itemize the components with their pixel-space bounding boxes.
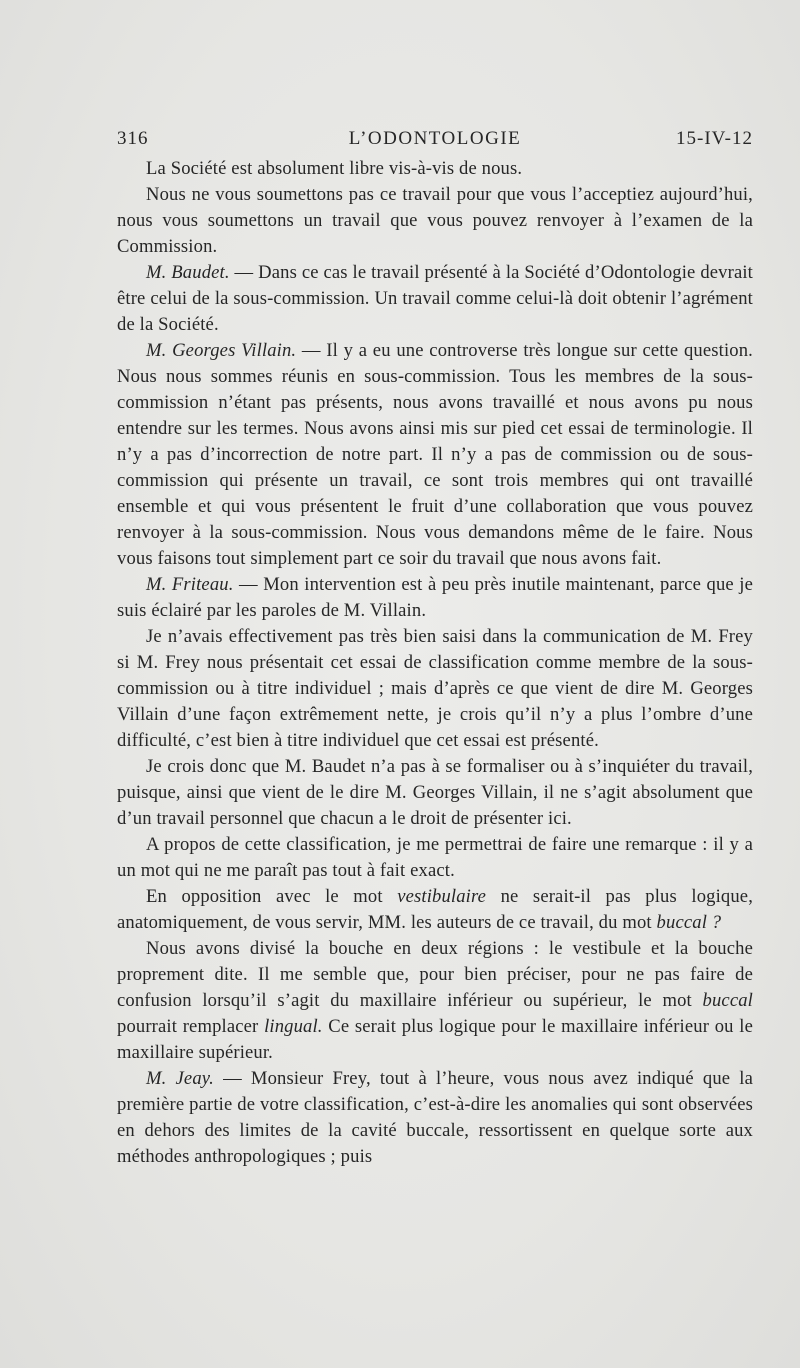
- speaker-name: M. Baudet.: [146, 262, 230, 283]
- paragraph-text: Nous avons divisé la bouche en deux régions : le vestibule et la bouche proprement dite. Il me semble que, pour bien préciser, pour ne pas faire de confusion lorsqu’il s’agit du maxillaire inférieur ou supérieur, le mot: [117, 938, 753, 1011]
- body-text: [117, 156, 753, 1170]
- paragraph: [117, 754, 753, 832]
- paragraph: [117, 1066, 753, 1170]
- paragraph: [117, 832, 753, 884]
- paragraph-text: — Dans ce cas le travail présenté à la Société d’Odontologie devrait être celui de la sous-commission. Un travail comme celui-là doit obtenir l’agrément de la Société.: [117, 262, 753, 335]
- paragraph-text: ne serait-il pas plus logique, anatomiquement, de vous servir, MM. les auteurs de ce travail, du mot: [117, 886, 753, 933]
- paragraph-text: Je crois donc que M. Baudet n’a pas à se formaliser ou à s’inquiéter du travail, puisque, ainsi que vient de le dire M. Georges Villain, il ne s’agit absolument que d’un travail personnel que chacun a le droit de présenter ici.: [117, 756, 753, 829]
- paragraph-text: pourrait remplacer: [117, 1016, 265, 1037]
- italic-term: buccal: [702, 990, 753, 1011]
- paragraph: [117, 156, 753, 182]
- paragraph-text: Nous ne vous soumettons pas ce travail pour que vous l’acceptiez aujourd’hui, nous vous soumettons un travail que vous pouvez renvoyer à l’examen de la Commission.: [117, 184, 753, 257]
- page-number: 316: [117, 128, 149, 149]
- paragraph-text: Ce serait plus logique pour le maxillaire inférieur ou le maxillaire supérieur.: [117, 1016, 753, 1063]
- italic-term: buccal ?: [656, 912, 722, 933]
- paragraph-text: — Il y a eu une controverse très longue sur cette question. Nous nous sommes réunis en sous-commission. Tous les membres de la sous-commission n’étant pas présents, nous avons travaillé et nous avons pu nous entendre sur les termes. Nous avons ainsi mis sur pied cet essai de terminologie. Il n’y a pas d’incorrection de notre part. Il n’y a pas de commission ou de sous-commission qui présente un travail, ce sont trois membres qui ont travaillé ensemble et qui vous présentent le fruit d’une collaboration que vous pouvez renvoyer à la sous-commission. Nous vous demandons même de le faire. Nous vous faisons tout simplement part ce soir du travail que nous avons fait.: [117, 340, 753, 569]
- speaker-name: M. Friteau.: [146, 574, 234, 595]
- paragraph-text: Je n’avais effectivement pas très bien saisi dans la communication de M. Frey si M. Frey nous présentait cet essai de classification comme membre de la sous-commission ou à titre individuel ; mais d’après ce que vient de dire M. Georges Villain d’une façon extrêmement nette, je crois qu’il n’y a plus l’ombre d’une difficulté, c’est bien à titre individuel que cet essai est présenté.: [117, 626, 753, 751]
- italic-term: vestibulaire: [397, 886, 487, 907]
- running-title: L’ODONTOLOGIE: [348, 128, 522, 149]
- page-header: [117, 128, 753, 152]
- paragraph-text: — Monsieur Frey, tout à l’heure, vous nous avez indiqué que la première partie de votre classification, c’est-à-dire les anomalies qui sont observées en dehors des limites de la cavité buccale, ressortissent en quelque sorte aux méthodes anthropologiques ; puis: [117, 1068, 753, 1167]
- paragraph: [117, 182, 753, 260]
- speaker-name: M. Jeay.: [146, 1068, 214, 1089]
- speaker-name: M. Georges Villain.: [146, 340, 297, 361]
- paragraph-text: — Mon intervention est à peu près inutile maintenant, parce que je suis éclairé par les paroles de M. Villain.: [117, 574, 753, 621]
- paragraph-text: A propos de cette classification, je me permettrai de faire une remarque : il y a un mot qui ne me paraît pas tout à fait exact.: [117, 834, 753, 881]
- paragraph: [117, 572, 753, 624]
- paragraph-text: En opposition avec le mot: [146, 886, 398, 907]
- paragraph-text: La Société est absolument libre vis-à-vis de nous.: [146, 158, 523, 179]
- paragraph: [117, 624, 753, 754]
- paragraph: [117, 260, 753, 338]
- italic-term: lingual.: [264, 1016, 323, 1037]
- paragraph: [117, 338, 753, 572]
- paragraph: [117, 884, 753, 936]
- paragraph: [117, 936, 753, 1066]
- issue-date: 15-IV-12: [676, 128, 753, 149]
